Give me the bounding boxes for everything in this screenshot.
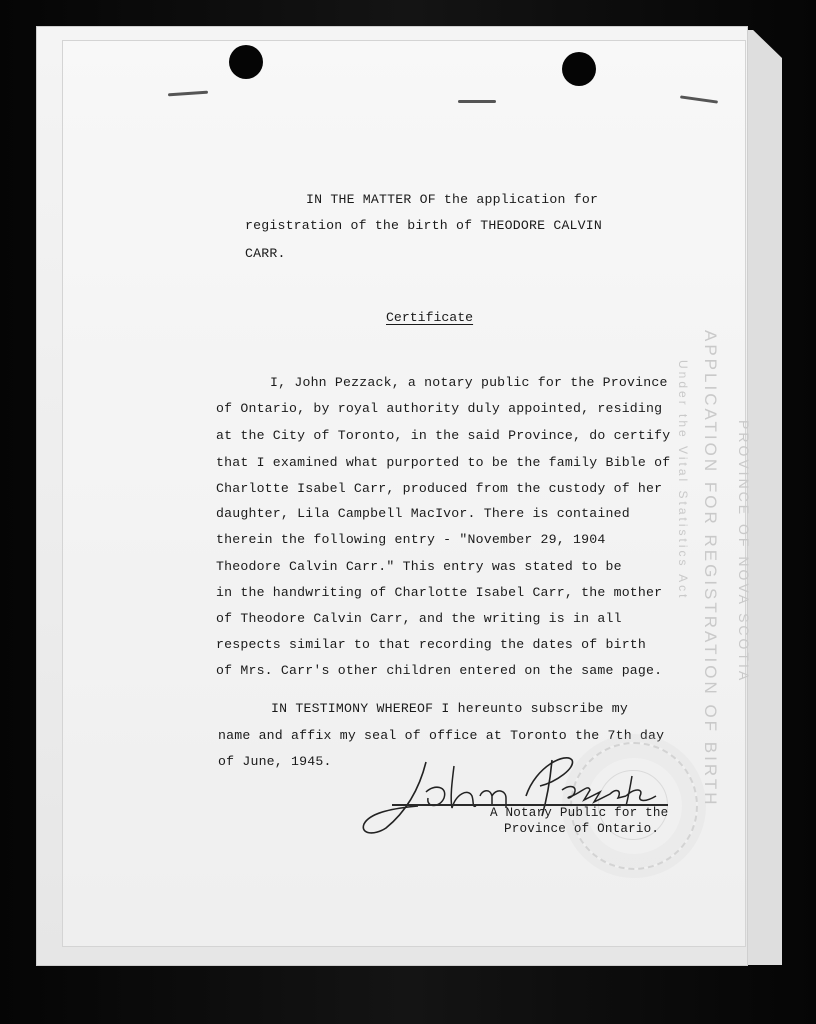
body-line: at the City of Toronto, in the said Province, do certify [216,428,671,443]
body-line: of Theodore Calvin Carr, and the writing is in all [216,611,622,626]
body-line: of Mrs. Carr's other children entered on the same page. [216,663,663,678]
caption-line: registration of the birth of THEODORE CALVIN [245,218,603,233]
signature-title-line: A Notary Public for the [490,806,669,820]
body-line: Theodore Calvin Carr." This entry was stated to be [216,559,622,574]
caption-line: CARR. [245,246,286,261]
testimony-line: IN TESTIMONY WHEREOF I hereunto subscribe my [271,701,629,716]
bleed-through-text: PROVINCE OF NOVA SCOTIA [736,420,752,684]
punch-hole-right [562,52,596,86]
body-line: that I examined what purported to be the family Bible of [216,455,671,470]
body-line: therein the following entry - "November 29, 1904 [216,532,606,547]
testimony-line: of June, 1945. [218,754,332,769]
body-line: of Ontario, by royal authority duly appointed, residing [216,401,663,416]
body-line: in the handwriting of Charlotte Isabel Carr, the mother [216,585,663,600]
body-line: Charlotte Isabel Carr, produced from the custody of her [216,481,663,496]
signature-title-line: Province of Ontario. [504,822,660,836]
testimony-line: name and affix my seal of office at Toronto the 7th day [218,728,665,743]
caption-line: IN THE MATTER OF the application for [306,192,599,207]
certificate-heading: Certificate [386,310,474,325]
bleed-through-text: Under the Vital Statistics Act [676,360,690,601]
body-line: I, John Pezzack, a notary public for the Province [270,375,668,390]
body-line: respects similar to that recording the dates of birth [216,637,647,652]
bleed-through-text: APPLICATION FOR REGISTRATION OF BIRTH [701,330,720,808]
staple-mark [458,100,496,103]
body-line: daughter, Lila Campbell MacIvor. There is contained [216,506,630,521]
punch-hole-left [229,45,263,79]
